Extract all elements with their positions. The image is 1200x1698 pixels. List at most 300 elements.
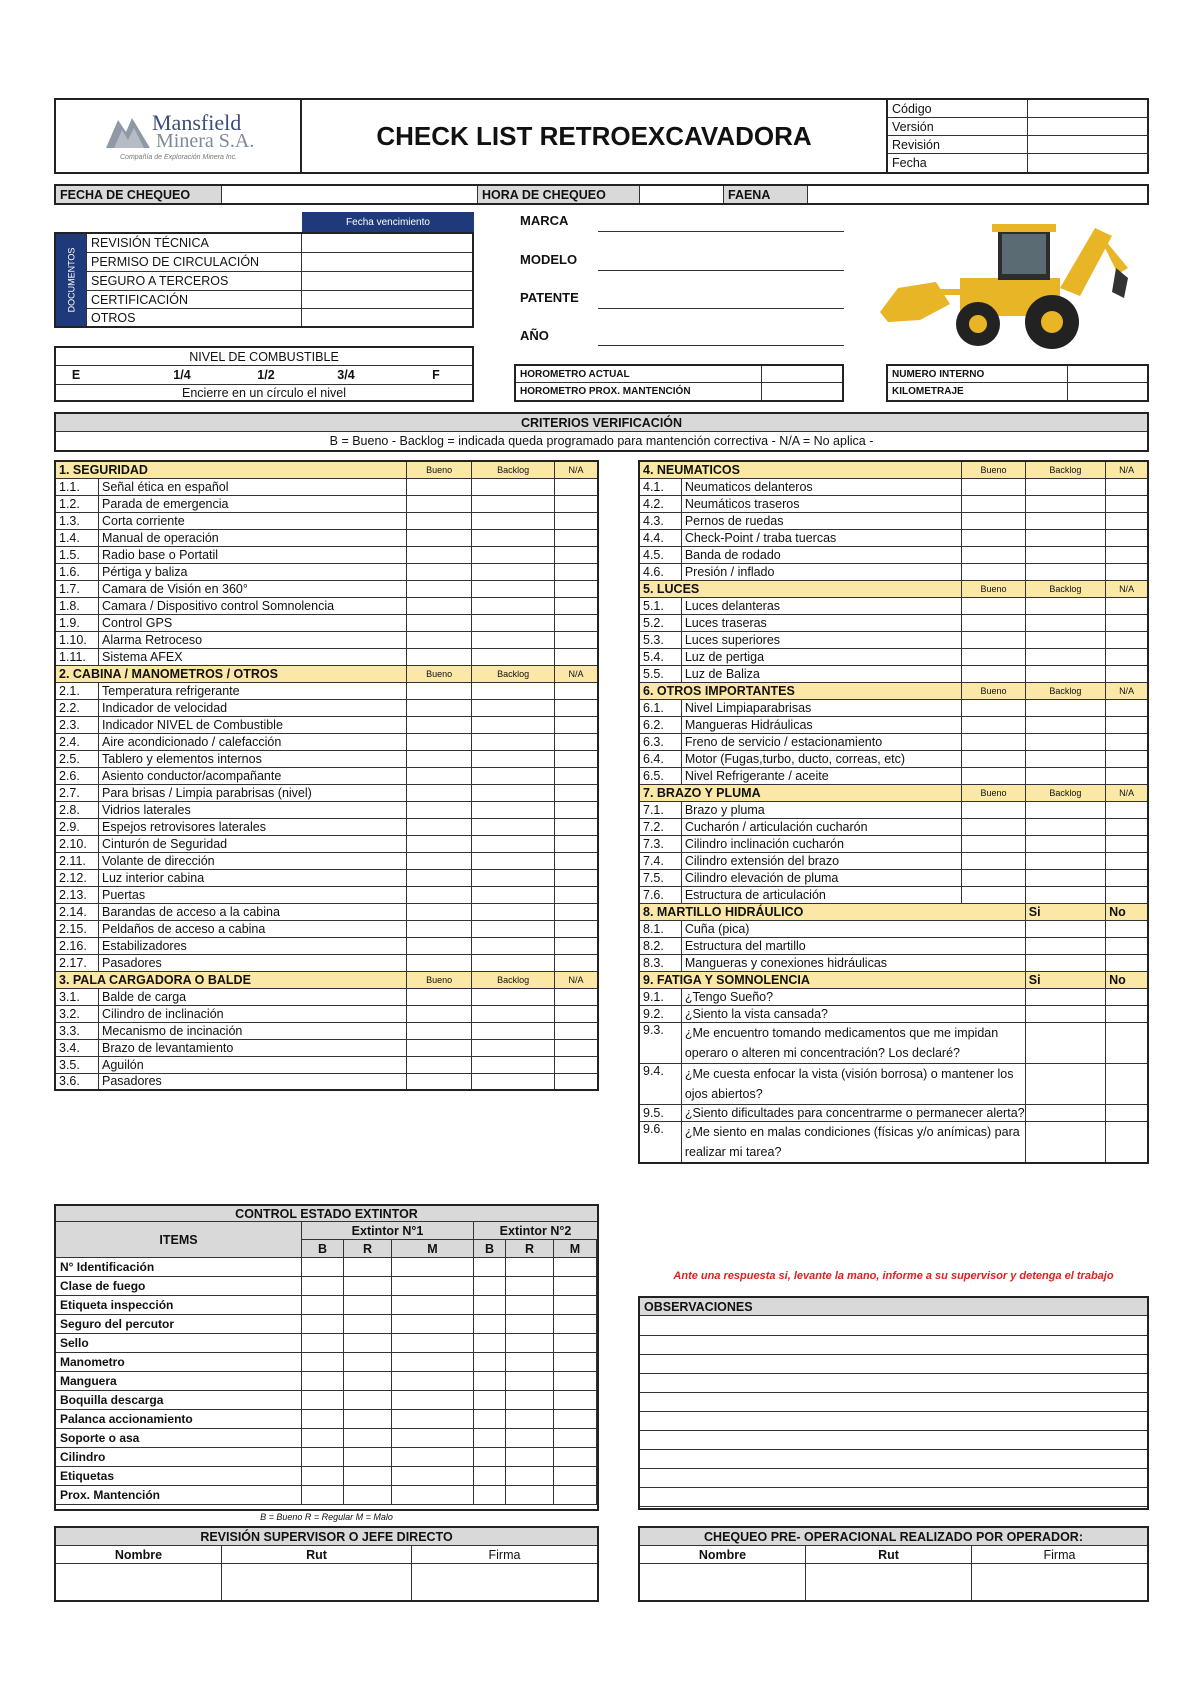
marca-line[interactable] <box>598 231 844 232</box>
extintor-check-cell[interactable] <box>474 1334 506 1353</box>
check-cell[interactable] <box>1025 988 1105 1005</box>
extintor-check-cell[interactable] <box>302 1410 344 1429</box>
horometro-prox-field[interactable] <box>762 383 842 400</box>
numero-interno-field[interactable] <box>1068 366 1147 383</box>
check-cell[interactable] <box>554 733 598 750</box>
check-cell[interactable] <box>472 580 555 597</box>
check-cell[interactable] <box>472 801 555 818</box>
check-cell[interactable] <box>1025 1104 1105 1121</box>
check-cell[interactable] <box>472 546 555 563</box>
extintor-check-cell[interactable] <box>554 1334 597 1353</box>
check-cell[interactable] <box>554 954 598 971</box>
check-cell[interactable] <box>406 529 471 546</box>
check-cell[interactable] <box>962 886 1025 903</box>
check-cell[interactable] <box>1106 699 1148 716</box>
extintor-check-cell[interactable] <box>302 1334 344 1353</box>
check-cell[interactable] <box>554 614 598 631</box>
check-cell[interactable] <box>1025 937 1105 954</box>
check-cell[interactable] <box>406 835 471 852</box>
extintor-check-cell[interactable] <box>554 1372 597 1391</box>
check-cell[interactable] <box>554 869 598 886</box>
check-cell[interactable] <box>962 546 1025 563</box>
check-cell[interactable] <box>472 818 555 835</box>
check-cell[interactable] <box>406 1005 471 1022</box>
extintor-check-cell[interactable] <box>506 1315 554 1334</box>
check-cell[interactable] <box>1025 801 1105 818</box>
extintor-check-cell[interactable] <box>506 1372 554 1391</box>
extintor-check-cell[interactable] <box>474 1258 506 1277</box>
extintor-check-cell[interactable] <box>392 1448 474 1467</box>
check-cell[interactable] <box>472 784 555 801</box>
check-cell[interactable] <box>554 852 598 869</box>
check-cell[interactable] <box>472 852 555 869</box>
doc-date-3[interactable] <box>302 272 472 291</box>
check-cell[interactable] <box>554 1039 598 1056</box>
extintor-check-cell[interactable] <box>554 1467 597 1486</box>
check-cell[interactable] <box>1106 648 1148 665</box>
fuel-level-f[interactable]: F <box>432 368 440 382</box>
extintor-check-cell[interactable] <box>554 1353 597 1372</box>
check-cell[interactable] <box>962 818 1025 835</box>
check-cell[interactable] <box>406 1039 471 1056</box>
check-cell[interactable] <box>1106 767 1148 784</box>
extintor-check-cell[interactable] <box>506 1296 554 1315</box>
check-cell[interactable] <box>962 648 1025 665</box>
check-cell[interactable] <box>472 512 555 529</box>
check-cell[interactable] <box>1025 614 1105 631</box>
operador-nombre-field[interactable] <box>640 1564 806 1600</box>
meta-revision-value[interactable] <box>1028 136 1149 154</box>
observation-line[interactable] <box>640 1373 1147 1374</box>
check-cell[interactable] <box>1106 733 1148 750</box>
check-cell[interactable] <box>472 597 555 614</box>
fuel-level-e[interactable]: E <box>71 368 81 382</box>
faena-field[interactable] <box>808 186 1147 203</box>
fuel-level-quarter[interactable]: 1/4 <box>173 368 191 382</box>
extintor-check-cell[interactable] <box>506 1353 554 1372</box>
check-cell[interactable] <box>554 784 598 801</box>
check-cell[interactable] <box>1106 563 1148 580</box>
extintor-check-cell[interactable] <box>554 1429 597 1448</box>
extintor-check-cell[interactable] <box>474 1410 506 1429</box>
check-cell[interactable] <box>554 835 598 852</box>
check-cell[interactable] <box>472 886 555 903</box>
extintor-check-cell[interactable] <box>506 1277 554 1296</box>
observation-line[interactable] <box>640 1468 1147 1469</box>
check-cell[interactable] <box>472 631 555 648</box>
check-cell[interactable] <box>1025 478 1105 495</box>
check-cell[interactable] <box>406 495 471 512</box>
extintor-check-cell[interactable] <box>302 1448 344 1467</box>
extintor-check-cell[interactable] <box>554 1410 597 1429</box>
check-cell[interactable] <box>554 546 598 563</box>
extintor-check-cell[interactable] <box>506 1429 554 1448</box>
check-cell[interactable] <box>554 818 598 835</box>
extintor-check-cell[interactable] <box>474 1448 506 1467</box>
check-cell[interactable] <box>554 1056 598 1073</box>
check-cell[interactable] <box>472 869 555 886</box>
fuel-level-three-quarter[interactable]: 3/4 <box>337 368 355 382</box>
observation-line[interactable] <box>640 1392 1147 1393</box>
check-cell[interactable] <box>554 529 598 546</box>
check-cell[interactable] <box>554 631 598 648</box>
check-cell[interactable] <box>406 580 471 597</box>
extintor-check-cell[interactable] <box>344 1429 392 1448</box>
check-cell[interactable] <box>554 699 598 716</box>
check-cell[interactable] <box>406 614 471 631</box>
check-cell[interactable] <box>472 1039 555 1056</box>
extintor-check-cell[interactable] <box>344 1315 392 1334</box>
patente-line[interactable] <box>598 308 844 309</box>
extintor-check-cell[interactable] <box>392 1258 474 1277</box>
check-cell[interactable] <box>472 529 555 546</box>
check-cell[interactable] <box>554 563 598 580</box>
extintor-check-cell[interactable] <box>506 1486 554 1505</box>
extintor-check-cell[interactable] <box>302 1467 344 1486</box>
check-cell[interactable] <box>472 835 555 852</box>
extintor-check-cell[interactable] <box>474 1296 506 1315</box>
check-cell[interactable] <box>1106 665 1148 682</box>
check-cell[interactable] <box>962 495 1025 512</box>
check-cell[interactable] <box>1025 665 1105 682</box>
check-cell[interactable] <box>406 767 471 784</box>
check-cell[interactable] <box>472 767 555 784</box>
check-cell[interactable] <box>554 682 598 699</box>
observation-line[interactable] <box>640 1449 1147 1450</box>
check-cell[interactable] <box>554 767 598 784</box>
check-cell[interactable] <box>554 988 598 1005</box>
check-cell[interactable] <box>406 1022 471 1039</box>
check-cell[interactable] <box>406 733 471 750</box>
extintor-check-cell[interactable] <box>506 1258 554 1277</box>
extintor-check-cell[interactable] <box>554 1277 597 1296</box>
check-cell[interactable] <box>1106 716 1148 733</box>
check-cell[interactable] <box>1106 920 1148 937</box>
supervisor-rut-field[interactable] <box>222 1564 412 1600</box>
extintor-check-cell[interactable] <box>506 1448 554 1467</box>
check-cell[interactable] <box>962 597 1025 614</box>
check-cell[interactable] <box>554 801 598 818</box>
check-cell[interactable] <box>554 716 598 733</box>
check-cell[interactable] <box>406 563 471 580</box>
check-cell[interactable] <box>1025 1005 1105 1022</box>
check-cell[interactable] <box>472 1005 555 1022</box>
extintor-check-cell[interactable] <box>392 1372 474 1391</box>
check-cell[interactable] <box>962 869 1025 886</box>
check-cell[interactable] <box>962 478 1025 495</box>
check-cell[interactable] <box>554 920 598 937</box>
check-cell[interactable] <box>406 920 471 937</box>
check-cell[interactable] <box>1106 614 1148 631</box>
check-cell[interactable] <box>1025 767 1105 784</box>
check-cell[interactable] <box>554 478 598 495</box>
modelo-line[interactable] <box>598 270 844 271</box>
ano-line[interactable] <box>598 345 844 346</box>
check-cell[interactable] <box>472 478 555 495</box>
check-cell[interactable] <box>554 597 598 614</box>
extintor-check-cell[interactable] <box>474 1486 506 1505</box>
check-cell[interactable] <box>1025 920 1105 937</box>
check-cell[interactable] <box>1025 648 1105 665</box>
check-cell[interactable] <box>1025 1022 1105 1063</box>
check-cell[interactable] <box>962 767 1025 784</box>
check-cell[interactable] <box>472 699 555 716</box>
extintor-check-cell[interactable] <box>302 1296 344 1315</box>
check-cell[interactable] <box>406 886 471 903</box>
check-cell[interactable] <box>1106 546 1148 563</box>
doc-date-2[interactable] <box>302 253 472 272</box>
extintor-check-cell[interactable] <box>302 1315 344 1334</box>
extintor-check-cell[interactable] <box>302 1486 344 1505</box>
check-cell[interactable] <box>554 886 598 903</box>
extintor-check-cell[interactable] <box>474 1372 506 1391</box>
extintor-check-cell[interactable] <box>554 1391 597 1410</box>
check-cell[interactable] <box>1025 954 1105 971</box>
check-cell[interactable] <box>406 699 471 716</box>
check-cell[interactable] <box>406 903 471 920</box>
check-cell[interactable] <box>472 648 555 665</box>
extintor-check-cell[interactable] <box>392 1277 474 1296</box>
extintor-check-cell[interactable] <box>344 1277 392 1296</box>
extintor-check-cell[interactable] <box>392 1353 474 1372</box>
hora-chequeo-field[interactable] <box>640 186 724 203</box>
extintor-check-cell[interactable] <box>506 1410 554 1429</box>
check-cell[interactable] <box>406 478 471 495</box>
check-cell[interactable] <box>554 512 598 529</box>
check-cell[interactable] <box>962 750 1025 767</box>
check-cell[interactable] <box>554 1005 598 1022</box>
check-cell[interactable] <box>1025 750 1105 767</box>
extintor-check-cell[interactable] <box>506 1391 554 1410</box>
check-cell[interactable] <box>962 665 1025 682</box>
check-cell[interactable] <box>1025 546 1105 563</box>
check-cell[interactable] <box>1106 835 1148 852</box>
check-cell[interactable] <box>1106 852 1148 869</box>
check-cell[interactable] <box>1106 1022 1148 1063</box>
check-cell[interactable] <box>406 1056 471 1073</box>
observaciones-box[interactable] <box>638 1296 1149 1510</box>
extintor-check-cell[interactable] <box>302 1372 344 1391</box>
extintor-check-cell[interactable] <box>344 1467 392 1486</box>
observation-line[interactable] <box>640 1430 1147 1431</box>
observation-line[interactable] <box>640 1506 1147 1507</box>
extintor-check-cell[interactable] <box>302 1258 344 1277</box>
observation-line[interactable] <box>640 1354 1147 1355</box>
check-cell[interactable] <box>1106 512 1148 529</box>
observation-line[interactable] <box>640 1335 1147 1336</box>
fecha-chequeo-field[interactable] <box>222 186 478 203</box>
check-cell[interactable] <box>1106 597 1148 614</box>
check-cell[interactable] <box>1106 988 1148 1005</box>
check-cell[interactable] <box>1025 886 1105 903</box>
check-cell[interactable] <box>472 920 555 937</box>
check-cell[interactable] <box>406 937 471 954</box>
check-cell[interactable] <box>1025 512 1105 529</box>
check-cell[interactable] <box>1025 733 1105 750</box>
check-cell[interactable] <box>406 750 471 767</box>
check-cell[interactable] <box>1025 699 1105 716</box>
check-cell[interactable] <box>962 733 1025 750</box>
check-cell[interactable] <box>406 954 471 971</box>
check-cell[interactable] <box>1025 631 1105 648</box>
extintor-check-cell[interactable] <box>302 1353 344 1372</box>
check-cell[interactable] <box>472 1022 555 1039</box>
check-cell[interactable] <box>406 716 471 733</box>
operador-firma-field[interactable] <box>972 1564 1147 1600</box>
check-cell[interactable] <box>1025 529 1105 546</box>
check-cell[interactable] <box>1106 886 1148 903</box>
extintor-check-cell[interactable] <box>554 1296 597 1315</box>
extintor-check-cell[interactable] <box>474 1353 506 1372</box>
check-cell[interactable] <box>962 852 1025 869</box>
extintor-check-cell[interactable] <box>554 1486 597 1505</box>
meta-codigo-value[interactable] <box>1028 100 1149 118</box>
check-cell[interactable] <box>554 937 598 954</box>
extintor-check-cell[interactable] <box>344 1448 392 1467</box>
check-cell[interactable] <box>472 1073 555 1090</box>
check-cell[interactable] <box>1106 1104 1148 1121</box>
fuel-level-half[interactable]: 1/2 <box>257 368 275 382</box>
extintor-check-cell[interactable] <box>392 1315 474 1334</box>
check-cell[interactable] <box>1106 937 1148 954</box>
extintor-check-cell[interactable] <box>474 1467 506 1486</box>
check-cell[interactable] <box>406 682 471 699</box>
check-cell[interactable] <box>406 869 471 886</box>
check-cell[interactable] <box>1106 529 1148 546</box>
check-cell[interactable] <box>962 835 1025 852</box>
observation-line[interactable] <box>640 1411 1147 1412</box>
extintor-check-cell[interactable] <box>554 1258 597 1277</box>
extintor-check-cell[interactable] <box>474 1391 506 1410</box>
check-cell[interactable] <box>1106 495 1148 512</box>
check-cell[interactable] <box>406 512 471 529</box>
extintor-check-cell[interactable] <box>302 1277 344 1296</box>
check-cell[interactable] <box>962 631 1025 648</box>
check-cell[interactable] <box>1106 1121 1148 1163</box>
extintor-check-cell[interactable] <box>344 1258 392 1277</box>
check-cell[interactable] <box>1106 801 1148 818</box>
check-cell[interactable] <box>962 699 1025 716</box>
check-cell[interactable] <box>1025 869 1105 886</box>
check-cell[interactable] <box>554 1073 598 1090</box>
extintor-check-cell[interactable] <box>474 1429 506 1448</box>
supervisor-nombre-field[interactable] <box>56 1564 222 1600</box>
extintor-check-cell[interactable] <box>392 1410 474 1429</box>
check-cell[interactable] <box>962 563 1025 580</box>
check-cell[interactable] <box>554 495 598 512</box>
extintor-check-cell[interactable] <box>344 1296 392 1315</box>
check-cell[interactable] <box>406 597 471 614</box>
check-cell[interactable] <box>1025 852 1105 869</box>
horometro-actual-field[interactable] <box>762 366 842 383</box>
check-cell[interactable] <box>1106 954 1148 971</box>
check-cell[interactable] <box>1025 1063 1105 1104</box>
meta-fecha-value[interactable] <box>1028 154 1149 172</box>
check-cell[interactable] <box>962 512 1025 529</box>
extintor-check-cell[interactable] <box>344 1391 392 1410</box>
check-cell[interactable] <box>406 1073 471 1090</box>
check-cell[interactable] <box>1106 750 1148 767</box>
check-cell[interactable] <box>1025 495 1105 512</box>
check-cell[interactable] <box>406 818 471 835</box>
check-cell[interactable] <box>406 631 471 648</box>
extintor-check-cell[interactable] <box>506 1334 554 1353</box>
check-cell[interactable] <box>406 784 471 801</box>
extintor-check-cell[interactable] <box>392 1296 474 1315</box>
check-cell[interactable] <box>472 563 555 580</box>
check-cell[interactable] <box>554 648 598 665</box>
check-cell[interactable] <box>1106 869 1148 886</box>
check-cell[interactable] <box>962 529 1025 546</box>
check-cell[interactable] <box>406 852 471 869</box>
check-cell[interactable] <box>554 1022 598 1039</box>
doc-date-1[interactable] <box>302 234 472 253</box>
extintor-check-cell[interactable] <box>474 1315 506 1334</box>
extintor-check-cell[interactable] <box>392 1486 474 1505</box>
check-cell[interactable] <box>472 750 555 767</box>
operador-rut-field[interactable] <box>806 1564 972 1600</box>
check-cell[interactable] <box>554 580 598 597</box>
extintor-check-cell[interactable] <box>506 1467 554 1486</box>
check-cell[interactable] <box>472 903 555 920</box>
check-cell[interactable] <box>1025 835 1105 852</box>
check-cell[interactable] <box>472 954 555 971</box>
supervisor-firma-field[interactable] <box>412 1564 597 1600</box>
check-cell[interactable] <box>554 903 598 920</box>
extintor-check-cell[interactable] <box>392 1391 474 1410</box>
check-cell[interactable] <box>1025 1121 1105 1163</box>
extintor-check-cell[interactable] <box>344 1486 392 1505</box>
extintor-check-cell[interactable] <box>302 1429 344 1448</box>
extintor-check-cell[interactable] <box>392 1429 474 1448</box>
extintor-check-cell[interactable] <box>554 1315 597 1334</box>
check-cell[interactable] <box>472 614 555 631</box>
check-cell[interactable] <box>406 648 471 665</box>
check-cell[interactable] <box>472 495 555 512</box>
check-cell[interactable] <box>1025 716 1105 733</box>
observation-line[interactable] <box>640 1487 1147 1488</box>
check-cell[interactable] <box>472 716 555 733</box>
check-cell[interactable] <box>472 682 555 699</box>
check-cell[interactable] <box>1106 631 1148 648</box>
doc-date-5[interactable] <box>302 309 472 326</box>
check-cell[interactable] <box>1106 818 1148 835</box>
extintor-check-cell[interactable] <box>302 1391 344 1410</box>
check-cell[interactable] <box>1025 563 1105 580</box>
check-cell[interactable] <box>472 1056 555 1073</box>
check-cell[interactable] <box>962 716 1025 733</box>
check-cell[interactable] <box>1106 1005 1148 1022</box>
check-cell[interactable] <box>472 937 555 954</box>
check-cell[interactable] <box>406 546 471 563</box>
extintor-check-cell[interactable] <box>344 1334 392 1353</box>
check-cell[interactable] <box>1025 818 1105 835</box>
extintor-check-cell[interactable] <box>344 1410 392 1429</box>
check-cell[interactable] <box>472 988 555 1005</box>
extintor-check-cell[interactable] <box>392 1467 474 1486</box>
check-cell[interactable] <box>1025 597 1105 614</box>
check-cell[interactable] <box>472 733 555 750</box>
extintor-check-cell[interactable] <box>554 1448 597 1467</box>
check-cell[interactable] <box>406 801 471 818</box>
doc-date-4[interactable] <box>302 291 472 309</box>
extintor-check-cell[interactable] <box>474 1277 506 1296</box>
check-cell[interactable] <box>962 614 1025 631</box>
check-cell[interactable] <box>1106 478 1148 495</box>
extintor-check-cell[interactable] <box>344 1353 392 1372</box>
check-cell[interactable] <box>554 750 598 767</box>
extintor-check-cell[interactable] <box>392 1334 474 1353</box>
